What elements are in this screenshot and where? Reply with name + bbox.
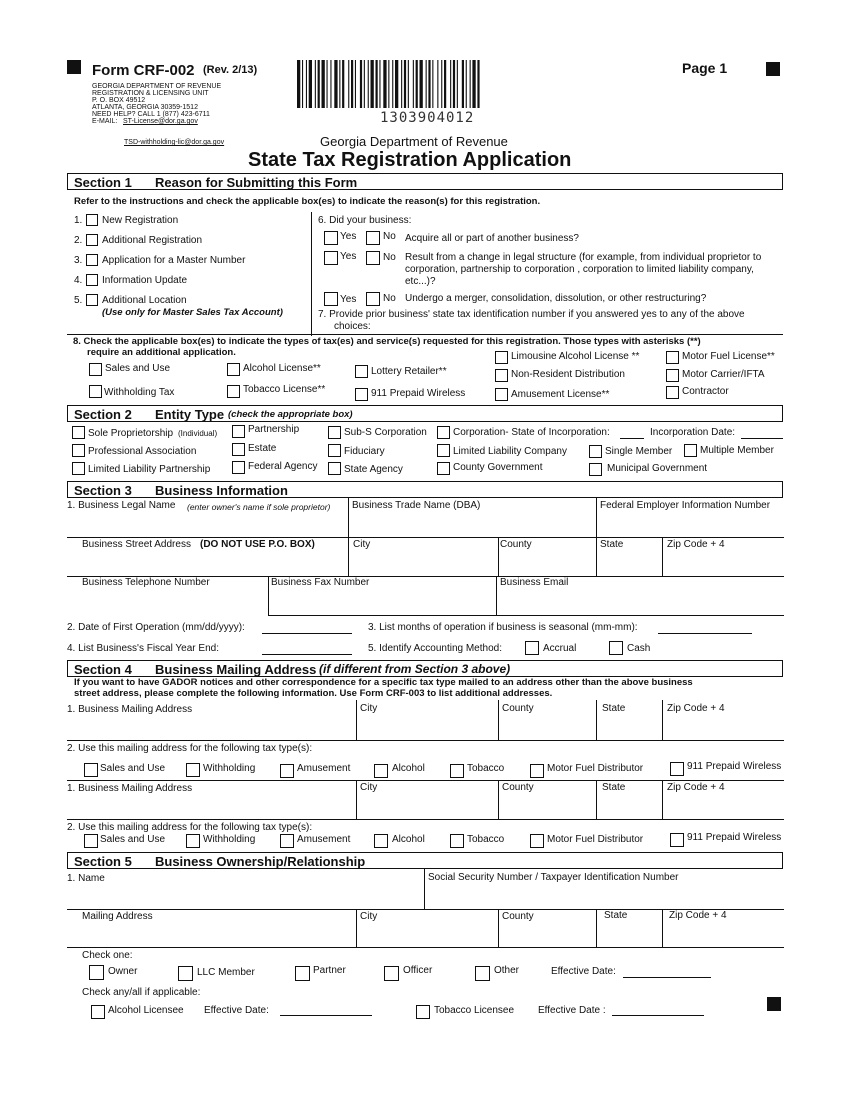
additional-location-checkbox[interactable]: [86, 294, 98, 306]
q6c-yes-checkbox[interactable]: [324, 292, 338, 306]
mail2-withholding-checkbox[interactable]: [186, 834, 200, 848]
new-registration-checkbox[interactable]: [86, 214, 98, 226]
mail2-sales-use-checkbox[interactable]: [84, 834, 98, 848]
nonresident-checkbox[interactable]: [495, 369, 508, 382]
corporation-checkbox[interactable]: [437, 426, 450, 439]
barcode-number: 1303904012: [380, 110, 475, 126]
mail1-wireless-checkbox[interactable]: [670, 762, 684, 776]
mail2-tobacco-checkbox[interactable]: [450, 834, 464, 848]
mail1-withholding-checkbox[interactable]: [186, 763, 200, 777]
owner-mailing-field[interactable]: [67, 923, 355, 946]
q8-instruction-2: require an additional application.: [87, 347, 236, 358]
subs-corporation-checkbox[interactable]: [328, 426, 341, 439]
tobacco-effective-date-field[interactable]: [612, 1015, 704, 1016]
cash-checkbox[interactable]: [609, 641, 623, 655]
mailing-state-field[interactable]: [598, 716, 660, 739]
alcohol-effective-date-field[interactable]: [280, 1015, 372, 1016]
accrual-checkbox[interactable]: [525, 641, 539, 655]
fiduciary-checkbox[interactable]: [328, 444, 341, 457]
contractor-checkbox[interactable]: [666, 386, 679, 399]
withholding-checkbox[interactable]: [89, 385, 102, 398]
amusement-license-checkbox[interactable]: [495, 388, 508, 401]
motor-carrier-checkbox[interactable]: [666, 369, 679, 382]
section2-header: Section 2 Entity Type (check the appropriate box): [67, 405, 783, 422]
wireless-checkbox[interactable]: [355, 388, 368, 401]
business-email-field[interactable]: [498, 590, 783, 614]
q6b-yes-checkbox[interactable]: [324, 251, 338, 265]
legal-name-field[interactable]: [67, 512, 347, 536]
county-government-checkbox[interactable]: [437, 462, 450, 475]
registration-mark-right: [766, 62, 780, 76]
section4-instruction-1: If you want to have GADOR notices and other correspondence for a specific tax type mailed to an address other than the above business: [74, 677, 693, 688]
motor-fuel-checkbox[interactable]: [666, 351, 679, 364]
section4-instruction-2: street address, please complete the following information. Use Form CRF-003 to list additional addresses.: [74, 688, 553, 699]
single-member-checkbox[interactable]: [589, 445, 602, 458]
additional-registration-checkbox[interactable]: [86, 234, 98, 246]
section1-instruction: Refer to the instructions and check the applicable box(es) to indicate the reason(s) for this registration.: [74, 196, 541, 207]
section1-divider: [311, 212, 312, 336]
role-effective-date-field[interactable]: [623, 977, 711, 978]
other-role-checkbox[interactable]: [475, 966, 490, 981]
section4-header: Section 4 Business Mailing Address (if different from Section 3 above): [67, 660, 783, 677]
federal-agency-checkbox[interactable]: [232, 461, 245, 474]
form-id: Form CRF-002: [92, 62, 195, 79]
sole-proprietorship-checkbox[interactable]: [72, 426, 85, 439]
registration-mark-bottom: [767, 997, 781, 1011]
q6b-no-checkbox[interactable]: [366, 251, 380, 265]
owner-city-field[interactable]: [358, 923, 496, 946]
mail2-alcohol-checkbox[interactable]: [374, 834, 388, 848]
owner-role-checkbox[interactable]: [89, 965, 104, 980]
limo-alcohol-checkbox[interactable]: [495, 351, 508, 364]
alcohol-licensee-checkbox[interactable]: [91, 1005, 105, 1019]
mailing-address-field[interactable]: [67, 716, 355, 739]
tobacco-license-checkbox[interactable]: [227, 385, 240, 398]
mail1-tobacco-checkbox[interactable]: [450, 764, 464, 778]
mailing-zip-field[interactable]: [664, 716, 783, 739]
zip-field[interactable]: [664, 551, 783, 575]
section5-header: Section 5 Business Ownership/Relationship: [67, 852, 783, 869]
dba-field[interactable]: [350, 512, 594, 536]
state-of-incorporation-field[interactable]: [620, 438, 644, 439]
mail2-amusement-checkbox[interactable]: [280, 834, 294, 848]
fiscal-year-end-field[interactable]: [262, 654, 352, 655]
state-field[interactable]: [598, 551, 660, 575]
section3-header: Section 3 Business Information: [67, 481, 783, 498]
mail1-motor-fuel-checkbox[interactable]: [530, 764, 544, 778]
officer-role-checkbox[interactable]: [384, 966, 399, 981]
owner-zip-field[interactable]: [664, 923, 783, 946]
mailing-city-field[interactable]: [358, 716, 496, 739]
mail1-sales-use-checkbox[interactable]: [84, 763, 98, 777]
q6c-no-checkbox[interactable]: [366, 292, 380, 306]
department-name: Georgia Department of Revenue: [320, 134, 508, 149]
state-agency-checkbox[interactable]: [328, 462, 341, 475]
q6a-yes-checkbox[interactable]: [324, 231, 338, 245]
tobacco-licensee-checkbox[interactable]: [416, 1005, 430, 1019]
lottery-retailer-checkbox[interactable]: [355, 365, 368, 378]
seasonal-months-field[interactable]: [658, 633, 752, 634]
mailing2-city-field[interactable]: [358, 795, 496, 818]
partner-role-checkbox[interactable]: [295, 966, 310, 981]
section1-q8-rule: [67, 334, 783, 335]
mail2-motor-fuel-checkbox[interactable]: [530, 834, 544, 848]
owner-state-field[interactable]: [598, 923, 660, 946]
fax-field[interactable]: [270, 590, 494, 614]
section1-header: Section 1 Reason for Submitting this Form: [67, 173, 783, 190]
q8-instruction: 8. Check the applicable box(es) to indicate the types of tax(es) and service(s) requested for this registration. Those types with asterisks (**): [73, 336, 701, 347]
llp-checkbox[interactable]: [72, 462, 85, 475]
professional-association-checkbox[interactable]: [72, 444, 85, 457]
registration-mark: [67, 60, 81, 74]
owner-name-field[interactable]: [67, 885, 422, 908]
street-address-field[interactable]: [67, 551, 347, 575]
form-revision: (Rev. 2/13): [203, 64, 258, 76]
information-update-checkbox[interactable]: [86, 274, 98, 286]
llc-checkbox[interactable]: [437, 444, 450, 457]
llc-member-role-checkbox[interactable]: [178, 966, 193, 981]
ssn-field[interactable]: [426, 885, 783, 908]
multiple-member-checkbox[interactable]: [684, 444, 697, 457]
mail1-alcohol-checkbox[interactable]: [374, 764, 388, 778]
alcohol-license-checkbox[interactable]: [227, 363, 240, 376]
form-title: State Tax Registration Application: [248, 149, 572, 171]
owner-county-field[interactable]: [500, 923, 594, 946]
partnership-checkbox[interactable]: [232, 425, 245, 438]
estate-checkbox[interactable]: [232, 443, 245, 456]
fein-field[interactable]: [598, 512, 783, 536]
master-number-checkbox[interactable]: [86, 254, 98, 266]
q6a-no-checkbox[interactable]: [366, 231, 380, 245]
sales-use-checkbox[interactable]: [89, 363, 102, 376]
mail2-wireless-checkbox[interactable]: [670, 833, 684, 847]
city-field[interactable]: [350, 551, 496, 575]
mailing2-zip-field[interactable]: [664, 795, 783, 818]
mail1-amusement-checkbox[interactable]: [280, 764, 294, 778]
mailing2-address-field[interactable]: [67, 795, 355, 818]
email-link-sales[interactable]: ST-License@dor.ga.gov: [123, 118, 198, 125]
barcode: [297, 60, 561, 108]
mailing-county-field[interactable]: [500, 716, 594, 739]
mailing2-state-field[interactable]: [598, 795, 660, 818]
mailing2-county-field[interactable]: [500, 795, 594, 818]
first-operation-date-field[interactable]: [262, 633, 352, 634]
page-number: Page 1: [682, 60, 728, 76]
municipal-government-checkbox[interactable]: [589, 463, 602, 476]
county-field[interactable]: [500, 551, 594, 575]
phone-field[interactable]: [67, 590, 266, 614]
email-link-withholding[interactable]: TSD-withholding-lic@dor.ga.gov: [124, 139, 225, 146]
incorporation-date-field[interactable]: [741, 438, 783, 439]
